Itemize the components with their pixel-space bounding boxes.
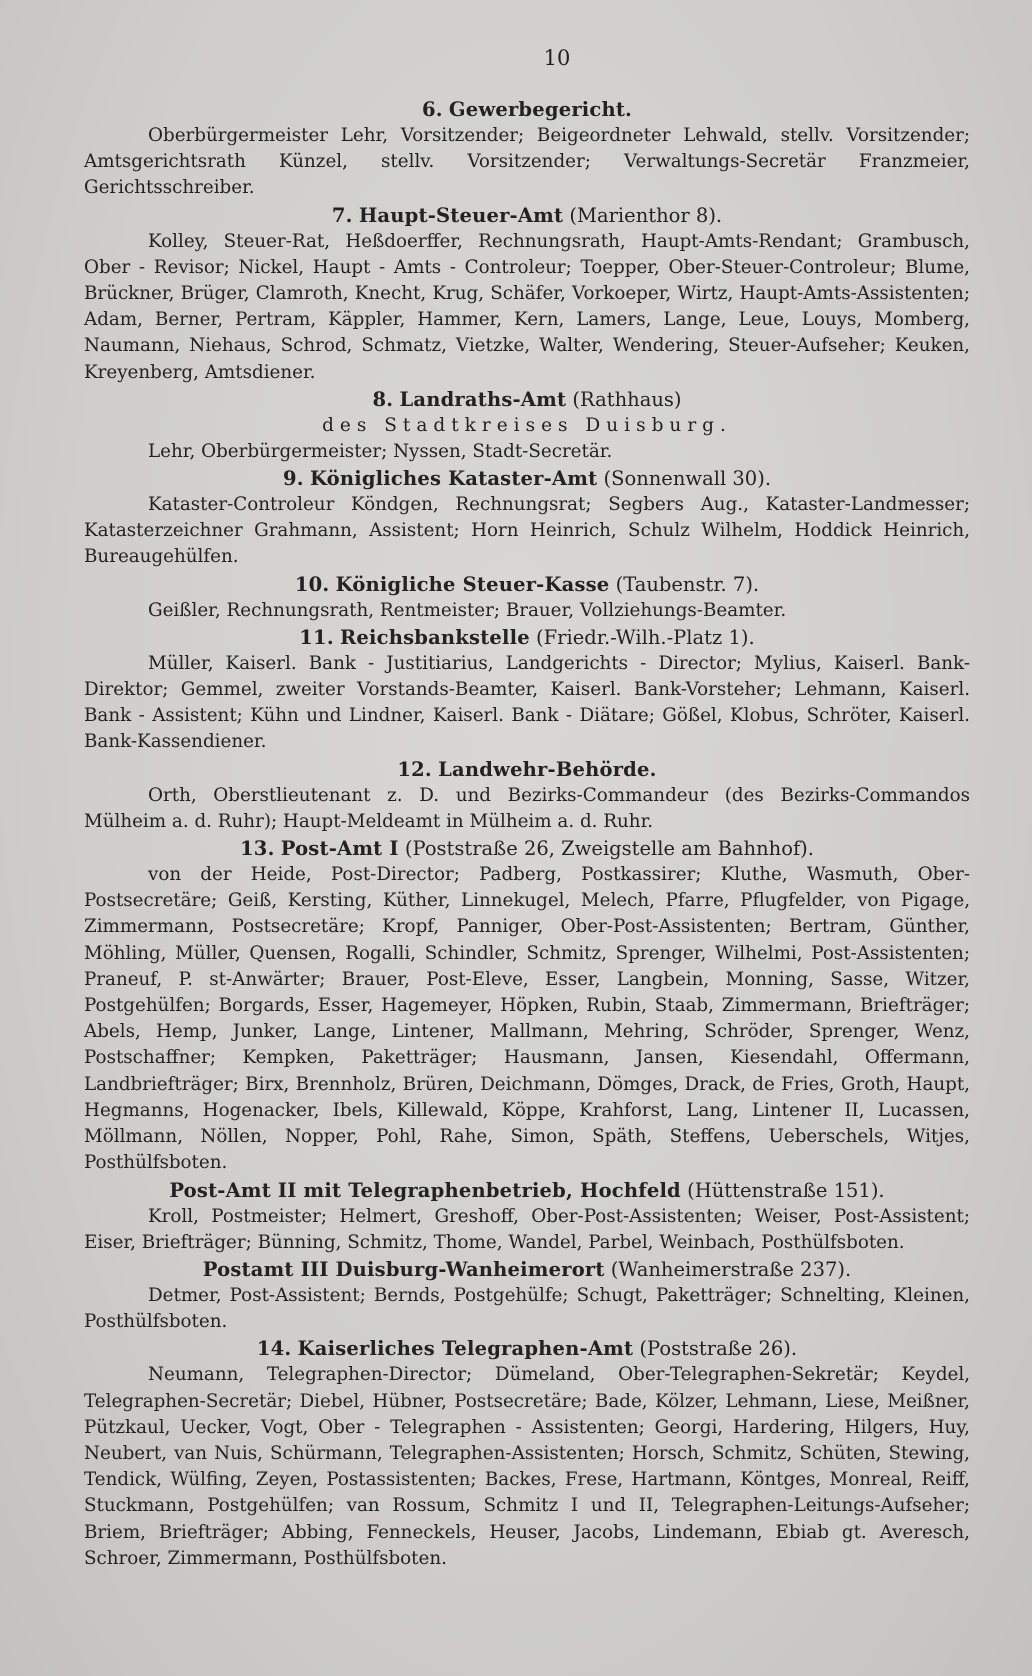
- section-text: Neumann, Telegraphen-Director; Dümeland, Ober-Telegraphen-Sekretär; Keydel, Telegraphen-Secretär; Diebel, Hübner, Postsecretäre; Bade, Kölzer, Lehmann, Liese, Meißner, Pützkaul, Uecker, Vogt, Ober - Telegraphen - Assistenten; Georgi, Hardering, Hilgers, Huy, Neubert, van Nuis, Schürmann, Telegraphen-Assistenten; Horsch, Schmitz, Schüten, Stewing, Tendick, Wülfing, Zeyen, Postassistenten; Backes, Frese, Hartmann, Köntges, Monreal, Reiff, Stuckmann, Postgehülfen; van Rossum, Schmitz I und II, Telegraphen-Leitungs-Aufseher; Briem, Briefträger; Abbing, Fenneckels, Heuser, Jacobs, Lindemann, Ebiab gt. Averesch, Schroer, Zimmermann, Posthülfsboten.: [84, 1364, 970, 1569]
- section-location: (Hüttenstraße 151).: [687, 1178, 885, 1202]
- section-title: Landwehr-Behörde.: [438, 757, 657, 781]
- section-number: 12.: [397, 757, 432, 781]
- section-title: Post-Amt II mit Telegraphenbetrieb, Hochfeld: [169, 1178, 681, 1202]
- section-location: (Marienthor 8).: [569, 203, 723, 227]
- section-heading: [84, 465, 970, 492]
- section-heading: [84, 1256, 970, 1283]
- section-number: 8.: [372, 387, 394, 411]
- section-text: Kataster-Controleur Köndgen, Rechnungsrat; Segbers Aug., Kataster-Landmesser; Katasterzeichner Grahmann, Assistent; Horn Heinrich, Schulz Wilhelm, Hoddick Heinrich, Bureaugehülfen.: [84, 494, 970, 568]
- section-text: Lehr, Oberbürgermeister; Nyssen, Stadt-Secretär.: [148, 440, 613, 462]
- section-location: (Wanheimerstraße 237).: [610, 1257, 852, 1281]
- section-post-amt-3: [84, 1256, 970, 1335]
- section-title: Haupt-Steuer-Amt: [358, 203, 564, 227]
- section-reichsbankstelle: [84, 624, 970, 756]
- section-number: 11.: [299, 625, 334, 649]
- section-title: Gewerbegericht.: [448, 98, 633, 121]
- section-telegraphen-amt: [84, 1335, 970, 1572]
- section-title: Königliche Steuer-Kasse: [335, 572, 610, 596]
- section-text: Orth, Oberstlieutenant z. D. und Bezirks-Commandeur (des Bezirks-Commandos Mülheim a. d. Ruhr); Haupt-Meldeamt in Mülheim a. d. Ruhr.: [84, 784, 970, 832]
- section-number: 13.: [240, 837, 275, 861]
- section-number: 7.: [331, 203, 353, 227]
- section-post-amt-1: [84, 835, 970, 1176]
- section-text: Detmer, Post-Assistent; Bernds, Postgehülfe; Schugt, Paketträger; Schnelting, Kleinen, Posthülfsboten.: [84, 1284, 970, 1333]
- page-number: 10: [543, 46, 571, 70]
- section-heading: [84, 202, 970, 229]
- section-landwehr-behoerde: [84, 756, 970, 835]
- section-kataster-amt: [84, 465, 970, 571]
- section-number: 9.: [282, 467, 304, 491]
- section-number: 6.: [421, 98, 443, 121]
- section-heading: [84, 835, 970, 862]
- section-landraths-amt: [84, 386, 970, 465]
- section-heading: [84, 756, 970, 783]
- section-location: (Friedr.-Wilh.-Platz 1).: [536, 625, 755, 649]
- section-title: Reichsbankstelle: [340, 625, 530, 649]
- section-number: 10.: [294, 572, 330, 596]
- section-subtitle: des Stadtkreises Duisburg.: [322, 414, 732, 436]
- section-title: Königliches Kataster-Amt: [309, 467, 598, 491]
- section-title: Landraths-Amt: [399, 387, 567, 411]
- section-text: Kolley, Steuer-Rat, Heßdoerffer, Rechnungsrath, Haupt-Amts-Rendant; Grambusch, Ober - Revisor; Nickel, Haupt - Amts - Controleur; Toepper, Ober-Steuer-Controleur; Blume, Brückner, Brüger, Clamroth, Knecht, Krug, Schäfer, Vorkoeper, Wirtz, Haupt-Amts-Assistenten; Adam, Berner, Pertram, Käppler, Hammer, Kern, Lamers, Lange, Leue, Louys, Momberg, Naumann, Niehaus, Schrod, Schmatz, Vietzke, Walter, Wendering, Steuer-Aufseher; Keuken, Kreyenberg, Amtsdiener.: [84, 230, 970, 383]
- section-text: Kroll, Postmeister; Helmert, Greshoff, Ober-Post-Assistenten; Weiser, Post-Assistent; Eiser, Briefträger; Bünning, Schmitz, Thome, Wandel, Parbel, Weinbach, Posthülfsboten.: [84, 1205, 970, 1253]
- section-title: Post-Amt I: [280, 837, 399, 861]
- section-post-amt-2: [84, 1177, 970, 1256]
- section-gewerbegericht: [84, 96, 970, 202]
- section-location: (Rathhaus): [572, 387, 682, 411]
- section-title: Kaiserliches Telegraphen-Amt: [297, 1337, 634, 1361]
- section-location: (Taubenstr. 7).: [615, 572, 760, 596]
- section-heading: [84, 386, 970, 413]
- section-heading: [84, 624, 970, 651]
- section-title: Postamt III Duisburg-Wanheimerort: [202, 1257, 605, 1281]
- section-heading: [84, 571, 970, 598]
- section-haupt-steuer-amt: [84, 202, 970, 386]
- section-text: Geißler, Rechnungsrath, Rentmeister; Brauer, Vollziehungs-Beamter.: [148, 599, 787, 621]
- section-heading: [84, 96, 970, 123]
- section-heading: [84, 1335, 970, 1362]
- section-location: (Poststraße 26).: [639, 1337, 798, 1361]
- section-number: 14.: [256, 1337, 292, 1361]
- section-text: Oberbürgermeister Lehr, Vorsitzender; Beigeordneter Lehwald, stellv. Vorsitzender; Amtsgerichtsrath Künzel, stellv. Vorsitzender; Verwaltungs-Secretär Franzmeier, Gerichtsschreiber.: [84, 125, 970, 199]
- section-location: (Sonnenwall 30).: [603, 467, 772, 491]
- section-steuer-kasse: [84, 571, 970, 624]
- section-text: von der Heide, Post-Director; Padberg, Postkassirer; Kluthe, Wasmuth, Ober-Postsecretäre; Geiß, Kersting, Küther, Linnekugel, Melech, Pfarre, Pflugfelder, von Pigage, Zimmermann, Postsecretäre; Kropf, Panniger, Ober-Post-Assistenten; Bertram, Günther, Möhling, Müller, Quensen, Rogalli, Schindler, Schmitz, Sprenger, Wilhelmi, Post-Assistenten; Praneuf, P. st-Anwärter; Brauer, Post-Eleve, Esser, Langbein, Monning, Sasse, Witzer, Postgehülfen; Borgards, Esser, Hagemeyer, Höpken, Rubin, Staab, Zimmermann, Briefträger; Abels, Hemp, Junker, Lange, Lintener, Mallmann, Mehring, Schröder, Sprenger, Wenz, Postschaffner; Kempken, Paketträger; Hausmann, Jansen, Kiesendahl, Offermann, Landbriefträger; Birx, Brennholz, Brüren, Deichmann, Dömges, Drack, de Fries, Groth, Haupt, Hegmanns, Hogenacker, Ibels, Killewald, Köppe, Krahforst, Lang, Lintener II, Lucassen, Möllmann, Nöllen, Nopper, Pohl, Rahe, Simon, Späth, Steffens, Ueberschels, Witjes, Posthülfsboten.: [84, 864, 970, 1174]
- section-location: (Poststraße 26, Zweigstelle am Bahnhof).: [404, 837, 814, 861]
- section-text: Müller, Kaiserl. Bank - Justitiarius, Landgerichts - Director; Mylius, Kaiserl. Bank-Direktor; Gemmel, zweiter Vorstands-Beamter, Kaiserl. Bank-Vorsteher; Lehmann, Kaiserl. Bank - Assistent; Kühn und Lindner, Kaiserl. Bank - Diätare; Gößel, Klobus, Schröter, Kaiserl. Bank-Kassendiener.: [84, 652, 970, 753]
- section-heading: [84, 1177, 970, 1204]
